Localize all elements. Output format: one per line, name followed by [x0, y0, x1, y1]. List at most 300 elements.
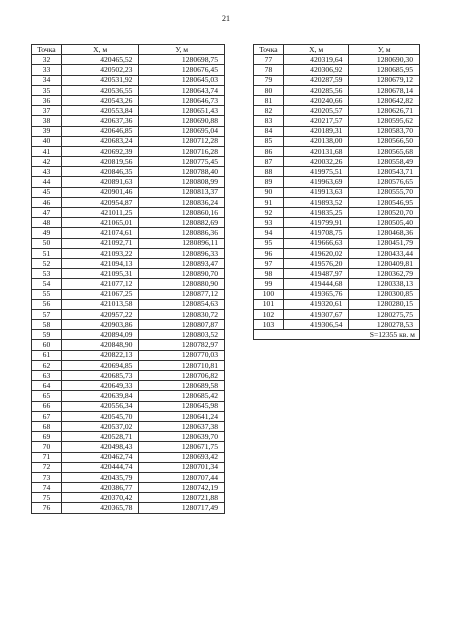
- table-row: [32, 116, 225, 126]
- table-row: [32, 65, 225, 75]
- point-number-cell: 74: [32, 483, 62, 493]
- table-row: [254, 197, 420, 207]
- y-coordinate-cell: 1280690,30: [349, 55, 420, 65]
- point-number-cell: 59: [32, 330, 62, 340]
- y-coordinate-cell: 1280671,75: [139, 442, 225, 452]
- point-number-cell: 89: [254, 177, 284, 187]
- x-coordinate-cell: 421093,22: [61, 248, 139, 258]
- table-row: [32, 85, 225, 95]
- x-coordinate-cell: 419708,75: [283, 228, 349, 238]
- table-row: [32, 187, 225, 197]
- y-coordinate-cell: 1280712,28: [139, 136, 225, 146]
- point-number-cell: 84: [254, 126, 284, 136]
- table-row: [32, 330, 225, 340]
- x-coordinate-cell: 420528,71: [61, 432, 139, 442]
- table-row: [254, 55, 420, 65]
- table-row: [32, 167, 225, 177]
- point-number-cell: 36: [32, 95, 62, 105]
- table-row: [32, 258, 225, 268]
- header-y: У, м: [349, 45, 420, 55]
- y-coordinate-cell: 1280637,38: [139, 421, 225, 431]
- y-coordinate-cell: 1280280,15: [349, 299, 420, 309]
- point-number-cell: 45: [32, 187, 62, 197]
- table-row: [32, 238, 225, 248]
- y-coordinate-cell: 1280807,87: [139, 320, 225, 330]
- table-row: [32, 462, 225, 472]
- table-header-row: [32, 45, 225, 55]
- y-coordinate-cell: 1280678,14: [349, 85, 420, 95]
- point-number-cell: 99: [254, 279, 284, 289]
- y-coordinate-cell: 1280651,43: [139, 106, 225, 116]
- table-row: [254, 65, 420, 75]
- y-coordinate-cell: 1280882,69: [139, 218, 225, 228]
- point-number-cell: 33: [32, 65, 62, 75]
- x-coordinate-cell: 420435,79: [61, 472, 139, 482]
- x-coordinate-cell: 420685,73: [61, 371, 139, 381]
- x-coordinate-cell: 420370,42: [61, 493, 139, 503]
- y-coordinate-cell: 1280788,40: [139, 167, 225, 177]
- point-number-cell: 95: [254, 238, 284, 248]
- table-row: [32, 95, 225, 105]
- point-number-cell: 93: [254, 218, 284, 228]
- point-number-cell: 102: [254, 309, 284, 319]
- y-coordinate-cell: 1280543,71: [349, 167, 420, 177]
- point-number-cell: 78: [254, 65, 284, 75]
- table-row: [32, 381, 225, 391]
- y-coordinate-cell: 1280520,70: [349, 208, 420, 218]
- table-row: [32, 157, 225, 167]
- y-coordinate-cell: 1280679,12: [349, 75, 420, 85]
- y-coordinate-cell: 1280558,49: [349, 157, 420, 167]
- y-coordinate-cell: 1280893,47: [139, 258, 225, 268]
- y-coordinate-cell: 1280685,42: [139, 391, 225, 401]
- point-number-cell: 90: [254, 187, 284, 197]
- table-row: [32, 309, 225, 319]
- point-number-cell: 57: [32, 309, 62, 319]
- point-number-cell: 85: [254, 136, 284, 146]
- y-coordinate-cell: 1280710,81: [139, 360, 225, 370]
- y-coordinate-cell: 1280803,52: [139, 330, 225, 340]
- table-row: [254, 299, 420, 309]
- header-y: У, м: [139, 45, 225, 55]
- y-coordinate-cell: 1280716,28: [139, 146, 225, 156]
- y-coordinate-cell: 1280643,74: [139, 85, 225, 95]
- x-coordinate-cell: 419576,20: [283, 258, 349, 268]
- header-x: Х, м: [283, 45, 349, 55]
- point-number-cell: 86: [254, 146, 284, 156]
- table-row: [254, 269, 420, 279]
- y-coordinate-cell: 1280775,45: [139, 157, 225, 167]
- point-number-cell: 67: [32, 411, 62, 421]
- y-coordinate-cell: 1280645,98: [139, 401, 225, 411]
- y-coordinate-cell: 1280555,70: [349, 187, 420, 197]
- x-coordinate-cell: 420189,31: [283, 126, 349, 136]
- x-coordinate-cell: 420138,00: [283, 136, 349, 146]
- y-coordinate-cell: 1280583,70: [349, 126, 420, 136]
- y-coordinate-cell: 1280698,75: [139, 55, 225, 65]
- x-coordinate-cell: 420319,64: [283, 55, 349, 65]
- x-coordinate-cell: 420536,55: [61, 85, 139, 95]
- x-coordinate-cell: 420692,39: [61, 146, 139, 156]
- point-number-cell: 35: [32, 85, 62, 95]
- point-number-cell: 42: [32, 157, 62, 167]
- x-coordinate-cell: 420537,02: [61, 421, 139, 431]
- y-coordinate-cell: 1280676,45: [139, 65, 225, 75]
- point-number-cell: 38: [32, 116, 62, 126]
- table-row: [32, 218, 225, 228]
- x-coordinate-cell: 419913,63: [283, 187, 349, 197]
- x-coordinate-cell: 420285,56: [283, 85, 349, 95]
- x-coordinate-cell: 421094,13: [61, 258, 139, 268]
- x-coordinate-cell: 419620,02: [283, 248, 349, 258]
- table-row: [32, 452, 225, 462]
- table-row: [32, 228, 225, 238]
- table-row: [32, 340, 225, 350]
- point-number-cell: 77: [254, 55, 284, 65]
- table-row: [254, 187, 420, 197]
- x-coordinate-cell: 420848,90: [61, 340, 139, 350]
- table-row: [32, 197, 225, 207]
- point-number-cell: 71: [32, 452, 62, 462]
- point-number-cell: 81: [254, 95, 284, 105]
- x-coordinate-cell: 420819,56: [61, 157, 139, 167]
- x-coordinate-cell: 420901,46: [61, 187, 139, 197]
- point-number-cell: 83: [254, 116, 284, 126]
- x-coordinate-cell: 419963,69: [283, 177, 349, 187]
- y-coordinate-cell: 1280646,73: [139, 95, 225, 105]
- point-number-cell: 75: [32, 493, 62, 503]
- x-coordinate-cell: 420903,86: [61, 320, 139, 330]
- point-number-cell: 64: [32, 381, 62, 391]
- point-number-cell: 97: [254, 258, 284, 268]
- y-coordinate-cell: 1280717,49: [139, 503, 225, 513]
- x-coordinate-cell: 421077,12: [61, 279, 139, 289]
- x-coordinate-cell: 421095,31: [61, 269, 139, 279]
- y-coordinate-cell: 1280782,97: [139, 340, 225, 350]
- y-coordinate-cell: 1280690,88: [139, 116, 225, 126]
- table-row: [254, 157, 420, 167]
- point-number-cell: 69: [32, 432, 62, 442]
- y-coordinate-cell: 1280701,34: [139, 462, 225, 472]
- x-coordinate-cell: 419799,91: [283, 218, 349, 228]
- x-coordinate-cell: 419320,61: [283, 299, 349, 309]
- y-coordinate-cell: 1280707,44: [139, 472, 225, 482]
- table-row: [32, 503, 225, 513]
- x-coordinate-cell: 419444,68: [283, 279, 349, 289]
- point-number-cell: 52: [32, 258, 62, 268]
- table-row: [32, 472, 225, 482]
- x-coordinate-cell: 421011,25: [61, 208, 139, 218]
- table-row: [254, 238, 420, 248]
- table-row: [32, 421, 225, 431]
- y-coordinate-cell: 1280275,75: [349, 309, 420, 319]
- table-row: [254, 228, 420, 238]
- point-number-cell: 66: [32, 401, 62, 411]
- y-coordinate-cell: 1280890,70: [139, 269, 225, 279]
- table-row: [32, 75, 225, 85]
- x-coordinate-cell: 420545,70: [61, 411, 139, 421]
- y-coordinate-cell: 1280706,82: [139, 371, 225, 381]
- point-number-cell: 43: [32, 167, 62, 177]
- point-number-cell: 91: [254, 197, 284, 207]
- point-number-cell: 79: [254, 75, 284, 85]
- point-number-cell: 80: [254, 85, 284, 95]
- table-row: [254, 106, 420, 116]
- table-row: [32, 371, 225, 381]
- x-coordinate-cell: 420498,43: [61, 442, 139, 452]
- y-coordinate-cell: 1280813,37: [139, 187, 225, 197]
- x-coordinate-cell: 420894,09: [61, 330, 139, 340]
- point-number-cell: 98: [254, 269, 284, 279]
- x-coordinate-cell: 420502,23: [61, 65, 139, 75]
- point-number-cell: 40: [32, 136, 62, 146]
- y-coordinate-cell: 1280300,85: [349, 289, 420, 299]
- y-coordinate-cell: 1280695,04: [139, 126, 225, 136]
- x-coordinate-cell: 420891,63: [61, 177, 139, 187]
- point-number-cell: 54: [32, 279, 62, 289]
- y-coordinate-cell: 1280338,13: [349, 279, 420, 289]
- point-number-cell: 68: [32, 421, 62, 431]
- table-row: [32, 177, 225, 187]
- y-coordinate-cell: 1280880,90: [139, 279, 225, 289]
- x-coordinate-cell: 420217,57: [283, 116, 349, 126]
- point-number-cell: 96: [254, 248, 284, 258]
- point-number-cell: 39: [32, 126, 62, 136]
- header-point: Точка: [254, 45, 284, 55]
- table-header-row: [254, 45, 420, 55]
- y-coordinate-cell: 1280689,58: [139, 381, 225, 391]
- y-coordinate-cell: 1280362,79: [349, 269, 420, 279]
- y-coordinate-cell: 1280565,68: [349, 146, 420, 156]
- x-coordinate-cell: 420639,84: [61, 391, 139, 401]
- y-coordinate-cell: 1280468,36: [349, 228, 420, 238]
- table-row: [32, 55, 225, 65]
- y-coordinate-cell: 1280896,33: [139, 248, 225, 258]
- y-coordinate-cell: 1280808,99: [139, 177, 225, 187]
- y-coordinate-cell: 1280886,36: [139, 228, 225, 238]
- y-coordinate-cell: 1280642,82: [349, 95, 420, 105]
- y-coordinate-cell: 1280830,72: [139, 309, 225, 319]
- x-coordinate-cell: 421013,58: [61, 299, 139, 309]
- x-coordinate-cell: 420131,68: [283, 146, 349, 156]
- x-coordinate-cell: 419666,63: [283, 238, 349, 248]
- y-coordinate-cell: 1280685,95: [349, 65, 420, 75]
- y-coordinate-cell: 1280546,95: [349, 197, 420, 207]
- x-coordinate-cell: 421067,25: [61, 289, 139, 299]
- y-coordinate-cell: 1280645,03: [139, 75, 225, 85]
- table-row: [254, 218, 420, 228]
- x-coordinate-cell: 420240,66: [283, 95, 349, 105]
- point-number-cell: 51: [32, 248, 62, 258]
- y-coordinate-cell: 1280278,53: [349, 320, 420, 330]
- point-number-cell: 55: [32, 289, 62, 299]
- x-coordinate-cell: 421092,71: [61, 238, 139, 248]
- point-number-cell: 76: [32, 503, 62, 513]
- point-number-cell: 32: [32, 55, 62, 65]
- point-number-cell: 56: [32, 299, 62, 309]
- point-number-cell: 87: [254, 157, 284, 167]
- table-row: [254, 85, 420, 95]
- x-coordinate-cell: 420683,24: [61, 136, 139, 146]
- x-coordinate-cell: 420465,52: [61, 55, 139, 65]
- point-number-cell: 61: [32, 350, 62, 360]
- x-coordinate-cell: 420205,57: [283, 106, 349, 116]
- point-number-cell: 46: [32, 197, 62, 207]
- y-coordinate-cell: 1280770,03: [139, 350, 225, 360]
- x-coordinate-cell: 420822,13: [61, 350, 139, 360]
- point-number-cell: 92: [254, 208, 284, 218]
- point-number-cell: 58: [32, 320, 62, 330]
- point-number-cell: 82: [254, 106, 284, 116]
- point-number-cell: 34: [32, 75, 62, 85]
- x-coordinate-cell: 421074,61: [61, 228, 139, 238]
- table-row: [32, 411, 225, 421]
- y-coordinate-cell: 1280639,70: [139, 432, 225, 442]
- table-row: [32, 442, 225, 452]
- point-number-cell: 70: [32, 442, 62, 452]
- x-coordinate-cell: 419975,51: [283, 167, 349, 177]
- point-number-cell: 53: [32, 269, 62, 279]
- table-row: [32, 289, 225, 299]
- point-number-cell: 44: [32, 177, 62, 187]
- table-row: [32, 432, 225, 442]
- header-x: Х, м: [61, 45, 139, 55]
- y-coordinate-cell: 1280836,24: [139, 197, 225, 207]
- x-coordinate-cell: 420553,84: [61, 106, 139, 116]
- coordinates-table-left: [31, 44, 225, 514]
- x-coordinate-cell: 419487,97: [283, 269, 349, 279]
- point-number-cell: 37: [32, 106, 62, 116]
- area-row: [254, 330, 420, 340]
- point-number-cell: 101: [254, 299, 284, 309]
- x-coordinate-cell: 419365,76: [283, 289, 349, 299]
- y-coordinate-cell: 1280409,81: [349, 258, 420, 268]
- table-row: [32, 136, 225, 146]
- coordinates-table-right: [253, 44, 420, 340]
- x-coordinate-cell: 420954,87: [61, 197, 139, 207]
- table-row: [254, 320, 420, 330]
- y-coordinate-cell: 1280721,88: [139, 493, 225, 503]
- x-coordinate-cell: 420287,59: [283, 75, 349, 85]
- table-row: [254, 126, 420, 136]
- table-row: [254, 279, 420, 289]
- table-row: [254, 208, 420, 218]
- point-number-cell: 88: [254, 167, 284, 177]
- point-number-cell: 48: [32, 218, 62, 228]
- x-coordinate-cell: 420386,77: [61, 483, 139, 493]
- table-row: [32, 208, 225, 218]
- x-coordinate-cell: 419893,52: [283, 197, 349, 207]
- point-number-cell: 41: [32, 146, 62, 156]
- point-number-cell: 50: [32, 238, 62, 248]
- table-row: [254, 309, 420, 319]
- y-coordinate-cell: 1280451,79: [349, 238, 420, 248]
- table-row: [32, 279, 225, 289]
- x-coordinate-cell: 421065,01: [61, 218, 139, 228]
- table-row: [254, 75, 420, 85]
- page-number: 21: [222, 14, 230, 23]
- y-coordinate-cell: 1280693,42: [139, 452, 225, 462]
- y-coordinate-cell: 1280896,11: [139, 238, 225, 248]
- y-coordinate-cell: 1280576,65: [349, 177, 420, 187]
- x-coordinate-cell: 420694,85: [61, 360, 139, 370]
- x-coordinate-cell: 420957,22: [61, 309, 139, 319]
- x-coordinate-cell: 420365,78: [61, 503, 139, 513]
- table-row: [32, 299, 225, 309]
- table-row: [32, 350, 225, 360]
- x-coordinate-cell: 420444,74: [61, 462, 139, 472]
- table-row: [32, 320, 225, 330]
- table-row: [254, 248, 420, 258]
- point-number-cell: 49: [32, 228, 62, 238]
- y-coordinate-cell: 1280641,24: [139, 411, 225, 421]
- x-coordinate-cell: 420646,85: [61, 126, 139, 136]
- y-coordinate-cell: 1280877,12: [139, 289, 225, 299]
- point-number-cell: 65: [32, 391, 62, 401]
- point-number-cell: 62: [32, 360, 62, 370]
- area-total: S=12355 кв. м: [254, 330, 420, 340]
- y-coordinate-cell: 1280595,62: [349, 116, 420, 126]
- table-row: [254, 95, 420, 105]
- table-row: [254, 136, 420, 146]
- x-coordinate-cell: 420637,36: [61, 116, 139, 126]
- x-coordinate-cell: 419307,67: [283, 309, 349, 319]
- y-coordinate-cell: 1280626,71: [349, 106, 420, 116]
- y-coordinate-cell: 1280433,44: [349, 248, 420, 258]
- point-number-cell: 63: [32, 371, 62, 381]
- point-number-cell: 73: [32, 472, 62, 482]
- table-row: [32, 146, 225, 156]
- table-row: [254, 177, 420, 187]
- table-row: [32, 483, 225, 493]
- x-coordinate-cell: 420649,33: [61, 381, 139, 391]
- x-coordinate-cell: 419835,25: [283, 208, 349, 218]
- x-coordinate-cell: 420543,26: [61, 95, 139, 105]
- table-row: [32, 401, 225, 411]
- point-number-cell: 72: [32, 462, 62, 472]
- table-row: [32, 391, 225, 401]
- y-coordinate-cell: 1280566,50: [349, 136, 420, 146]
- point-number-cell: 100: [254, 289, 284, 299]
- point-number-cell: 94: [254, 228, 284, 238]
- x-coordinate-cell: 420556,34: [61, 401, 139, 411]
- y-coordinate-cell: 1280505,40: [349, 218, 420, 228]
- table-row: [32, 493, 225, 503]
- y-coordinate-cell: 1280854,63: [139, 299, 225, 309]
- header-point: Точка: [32, 45, 62, 55]
- table-row: [32, 360, 225, 370]
- table-row: [254, 289, 420, 299]
- y-coordinate-cell: 1280860,16: [139, 208, 225, 218]
- x-coordinate-cell: 420846,35: [61, 167, 139, 177]
- table-row: [254, 258, 420, 268]
- table-row: [254, 146, 420, 156]
- point-number-cell: 60: [32, 340, 62, 350]
- table-row: [32, 248, 225, 258]
- y-coordinate-cell: 1280742,19: [139, 483, 225, 493]
- x-coordinate-cell: 420531,92: [61, 75, 139, 85]
- table-row: [254, 167, 420, 177]
- table-row: [254, 116, 420, 126]
- point-number-cell: 103: [254, 320, 284, 330]
- x-coordinate-cell: 420462,74: [61, 452, 139, 462]
- table-row: [32, 269, 225, 279]
- x-coordinate-cell: 420306,92: [283, 65, 349, 75]
- point-number-cell: 47: [32, 208, 62, 218]
- table-row: [32, 106, 225, 116]
- x-coordinate-cell: 419306,54: [283, 320, 349, 330]
- x-coordinate-cell: 420032,26: [283, 157, 349, 167]
